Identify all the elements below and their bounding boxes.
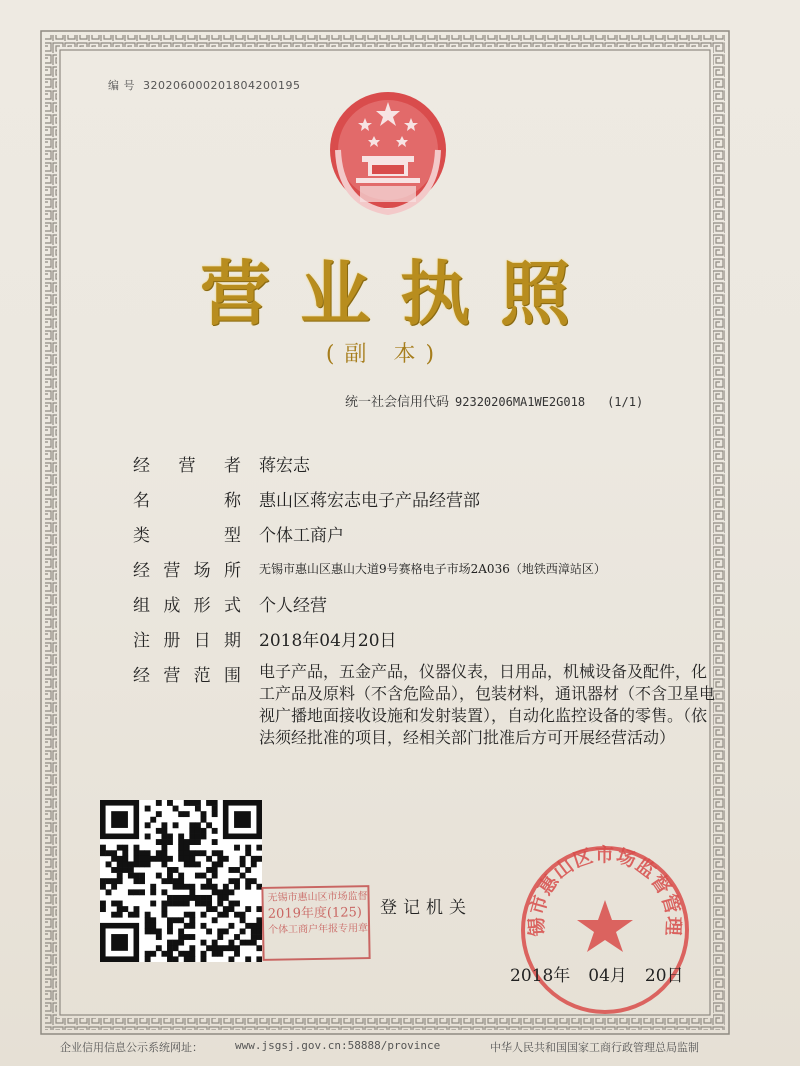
field-label [133,661,241,686]
field-label-char: 型 [224,526,241,546]
annual-stamp-line: 2019年度(125) [267,905,363,922]
field-form [133,591,723,626]
footer-label: 企业信用信息公示系统网址： [60,1041,203,1054]
field-type [133,521,723,556]
field-label-char: 所 [223,561,241,581]
field-label-char: 注 [133,631,150,651]
field-value: 蒋宏志 [259,456,310,476]
credit-code-line [345,391,643,410]
page-indicator: (1/1) [607,395,644,409]
document-number-value: 320206000201804200195 [143,79,301,92]
field-label-char: 经 [133,456,150,476]
license-title: 营业执照 [200,253,600,335]
field-label-char: 名 [133,491,150,511]
registration-authority-label: 登记机关 [380,898,472,918]
field-label-char: 类 [133,526,150,546]
field-label-char: 范 [193,666,211,686]
annual-report-stamp [261,885,370,961]
official-seal [515,840,695,1020]
credit-code-label: 统一社会信用代码 [345,395,450,410]
credit-code-value: 92320206MA1WE2G018 [455,395,586,409]
field-label-char: 称 [224,491,241,511]
field-label-char: 式 [223,596,241,616]
field-label-char: 营 [163,561,181,581]
issue-year: 2018年 [510,966,571,986]
field-label-char: 成 [163,596,181,616]
national-emblem [320,86,456,222]
field-label-char: 经 [133,561,150,581]
document-number-label: 编 号 [108,79,135,92]
field-label-char: 营 [178,456,196,476]
footer-url[interactable]: www.jsgsj.gov.cn:58888/province [235,1039,441,1052]
field-name [133,486,723,521]
field-label-char: 围 [223,666,241,686]
field-label-char: 册 [163,631,181,651]
field-value: 个体工商户 [259,526,344,546]
field-premises [133,556,723,591]
field-label [133,591,241,616]
field-label-char: 形 [193,596,211,616]
field-business-scope [133,661,723,747]
svg-text:无锡市惠山区市场监督管理局: 锡市惠山区市场监督管理 [525,844,685,937]
field-label-char: 组 [133,596,150,616]
field-registration-date [133,626,723,661]
field-label-char: 经 [133,666,150,686]
annual-stamp-line: 无锡市惠山区市场监督 [267,891,368,904]
qr-code[interactable] [100,800,262,962]
field-value: 电子产品，五金产品，仪器仪表，日用品，机械设备及配件，化工产品及原料（不含危险品），包装材料，通讯器材（不含卫星电视广播地面接收设施和发射装置），自动化监控设备的零售。（依法须经批准的项目，经相关部门批准后方可开展经营活动） [259,662,716,747]
field-operator [133,451,723,486]
field-value: 惠山区蒋宏志电子产品经营部 [259,491,480,511]
field-value: 个人经营 [259,596,327,616]
field-label [133,486,241,511]
document-number [108,77,300,93]
license-fields [133,451,723,747]
field-label [133,626,241,651]
field-label [133,521,241,546]
field-label-char: 期 [223,631,241,651]
field-label [133,451,241,476]
field-label-char: 场 [193,561,211,581]
issue-date [510,961,702,986]
field-value: 无锡市惠山区惠山大道9号赛格电子市场2A036（地铁西漳站区） [259,562,606,576]
field-label [133,556,241,581]
field-label-char: 日 [193,631,211,651]
issue-month: 04月 [588,966,627,986]
field-label-char: 者 [224,456,241,476]
issue-day: 20日 [644,966,684,986]
footer-issuer: 中华人民共和国国家工商行政管理总局监制 [490,1041,699,1054]
field-label-char: 营 [163,666,181,686]
license-subtitle: (副 本) [325,342,445,367]
annual-stamp-line: 个体工商户年报专用章 [268,923,369,936]
field-value: 2018年04月20日 [259,631,397,651]
